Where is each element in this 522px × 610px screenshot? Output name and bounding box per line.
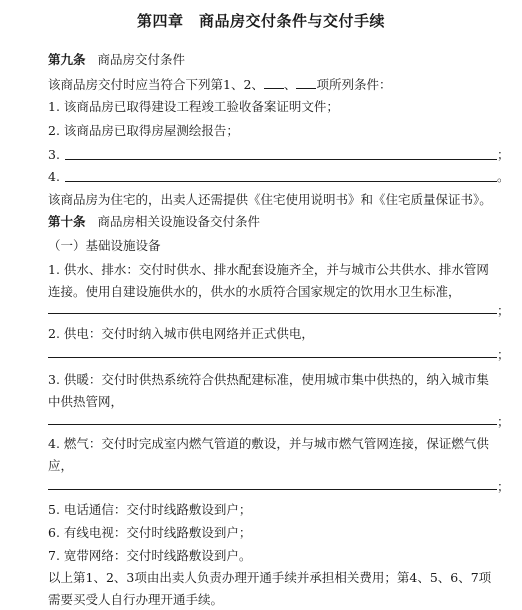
summary-line-2: 需要买受人自行办理开通手续。 [48, 592, 224, 607]
power-supply-blank[interactable] [48, 357, 497, 358]
gas-line-1: 4. 燃气：交付时完成室内燃气管道的敷设，并与城市燃气管网连接，保证燃气供 [48, 436, 489, 451]
section-basic-facilities: （一）基础设施设备 [48, 238, 161, 253]
article-10-heading [48, 214, 260, 230]
article-10-number: 第十条 [48, 214, 86, 229]
condition-number-blank-2[interactable] [296, 75, 316, 89]
gas-line-2: 应， [48, 458, 74, 473]
heating-line-1: 3. 供暖：交付时供热系统符合供热配建标准，使用城市集中供热的，纳入城市集 [48, 372, 489, 387]
article-9-number: 第九条 [48, 52, 86, 67]
power-supply-end: ； [497, 347, 510, 362]
article-9-title: 商品房交付条件 [97, 52, 186, 67]
delivery-conditions-intro: 该商品房交付时应当符合下列第1、2、 、 项所列条件： [48, 77, 392, 92]
water-supply-line-1: 1. 供水、排水：交付时供水、排水配套设施齐全，并与城市公共供水、排水管网 [48, 262, 489, 277]
gas-end: ； [497, 479, 510, 494]
broadband-line: 7. 宽带网络：交付时线路敷设到户。 [48, 548, 252, 563]
condition-item-4-blank[interactable] [65, 181, 497, 182]
condition-item-2: 2. 该商品房已取得房屋测绘报告； [48, 123, 239, 138]
condition-item-1: 1. 该商品房已取得建设工程竣工验收备案证明文件； [48, 99, 339, 114]
chapter-title: 第四章 商品房交付条件与交付手续 [136, 12, 385, 30]
power-supply-line: 2. 供电：交付时纳入城市供电网络并正式供电， [48, 326, 314, 341]
telephone-line: 5. 电话通信：交付时线路敷设到户； [48, 502, 252, 517]
water-supply-end: ； [497, 303, 510, 318]
article-9-heading [48, 52, 185, 68]
condition-item-4-number: 4. [48, 169, 60, 184]
heating-end: ； [497, 414, 510, 429]
condition-item-3-number: 3. [48, 147, 60, 162]
heating-line-2: 中供热管网， [48, 394, 124, 409]
heating-blank[interactable] [48, 424, 497, 425]
condition-item-3-end: ； [497, 147, 510, 162]
gas-blank[interactable] [48, 489, 497, 490]
cable-tv-line: 6. 有线电视：交付时线路敷设到户； [48, 525, 252, 540]
water-supply-blank[interactable] [48, 313, 497, 314]
condition-item-3-blank[interactable] [65, 159, 497, 160]
condition-number-blank-1[interactable] [264, 75, 284, 89]
summary-line-1: 以上第1、2、3项由出卖人负责办理开通手续并承担相关费用；第4、5、6、7项 [48, 570, 492, 585]
article-10-title: 商品房相关设施设备交付条件 [97, 214, 261, 229]
residential-documents-note: 该商品房为住宅的，出卖人还需提供《住宅使用说明书》和《住宅质量保证书》。 [48, 192, 492, 207]
water-supply-line-2: 连接。使用自建设施供水的，供水的水质符合国家规定的饮用水卫生标准， [48, 284, 461, 299]
condition-item-4-end: 。 [497, 169, 510, 184]
